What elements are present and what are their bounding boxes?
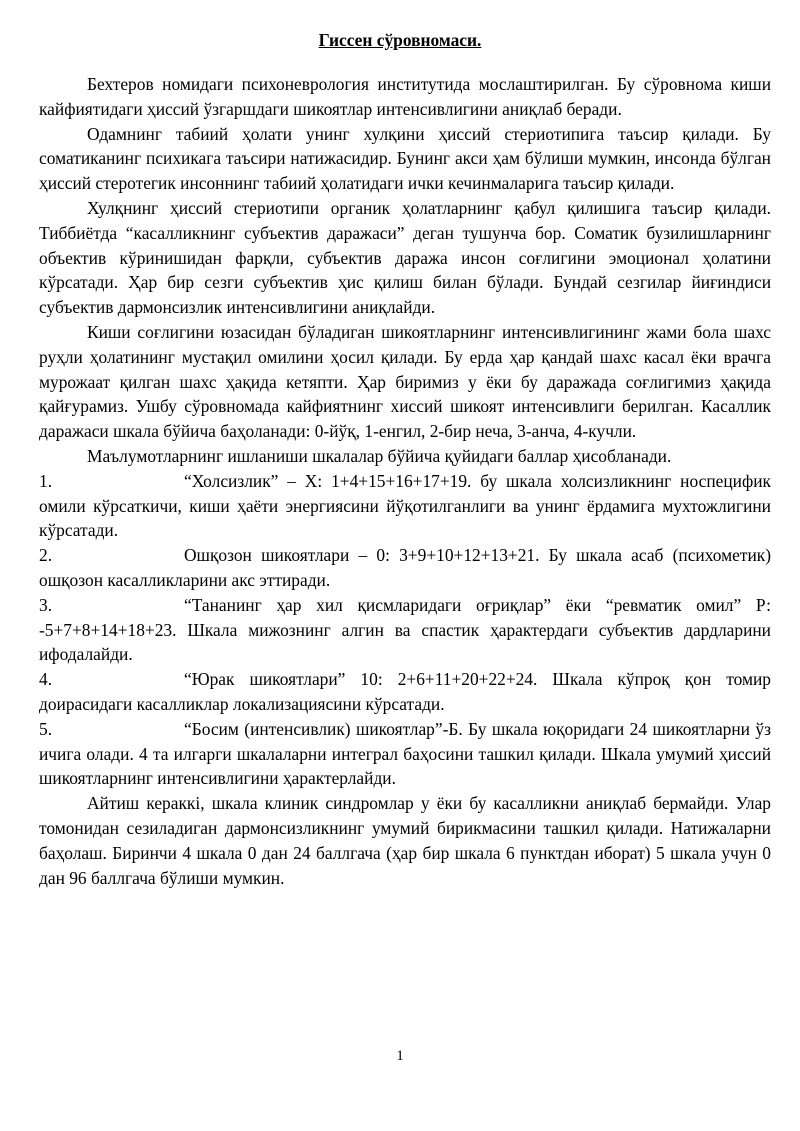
list-item-number: 3. [39,594,53,615]
list-item [39,543,771,593]
closing-paragraph: Айтиш кераккi, шкала клиник синдромлар у ёки бу касалликни аниқлаб бермайди. Улар томонидан сезиладиган дармонсизликнинг умумий бирикмасини ташкил қилади. Натижаларни баҳолаш. Биринчи 4 шкала 0 дан 24 баллгача (ҳар бир шкала 6 пунктдан иборат) 5 шкала учун 0 дан 96 баллгача бўлиши мумкин. [39,793,771,888]
list-item-number: 5. [39,718,53,739]
page-number: 1 [396,1048,404,1064]
paragraph: Одамнинг табиий ҳолати унинг хулқини ҳиссий стериотипига таъсир қилади. Бу соматиканинг психикага таъсири натижасидир. Бунинг акси ҳам бўлиши мумкин, инсонда бўлган ҳиссий стеротегик инсоннинг табиий ҳолатидаги ички кечинмаларига таъсир қилади. [39,123,771,194]
list-item [39,667,771,717]
list-item [39,593,771,667]
paragraph: Киши соғлигини юзасидан бўладиган шикоятларнинг интенсивлигининг жами бола шахс руҳли ҳолатининг мустақил омилини ҳосил қилади. Бу ерда ҳар қандай шахс касал ёки врачга мурожаат қилган шахс ҳақида кетяпти. Ҳар биримиз у ёки бу даражада соғлигимиз ҳақида қайғурамиз. Ушбу сўровномада кайфиятнинг хиссий шикоят интенсивлиги берилган. Касаллик даражаси шкала бўйича баҳоланади: 0-йўқ, 1-енгил, 2-бир неча, 3-анча, 4-кучли. [39,321,771,442]
list-item-text: “Холсизлик” – Х: 1+4+15+16+17+19. бу шкала холсизликнинг носпецифик омили кўрсаткичи, киши ҳаёти энергиясини йўқотилганлиги ва унинг ёрдамига мухтожлигини кўрсатади. [39,470,771,541]
list-item-text: “Тананинг ҳар хил қисмларидаги оғриқлар” ёки “ревматик омил” Р: -5+7+8+14+18+23. Шкала мижознинг алгин ва спастик ҳарактердаги субъектив дардларини ифодалайди. [39,594,771,665]
list-item-number: 1. [39,470,53,491]
paragraph: Хулқнинг ҳиссий стериотипи органик ҳолатларнинг қабул қилишига таъсир қилади. Тиббиётда “касалликнинг субъектив даражаси” деган тушунча бор. Соматик бузилишларнинг объектив кўринишидан фарқли, субъектив даража инсон соғлигини эмоционал ҳолатини кўрсатади. Ҳар бир сезги субъектив ҳис қилиш билан бўлади. Бундай сезгилар йиғиндиси субъектив дармонсизлик интенсивлигини аниқлайди. [39,197,771,318]
list-item-text: “Босим (интенсивлик) шикоятлар”-Б. Бу шкала юқоридаги 24 шикоятларни ўз ичига олади. 4 та илгарги шкалаларни интеграл баҳосини ташкил қилади. Шкала умумий ҳиссий шикоятларнинг интенсивлигини ҳарактерлайди. [39,718,771,789]
list-item-number: 2. [39,545,53,566]
document-title: Гиссен сўровномаси. [318,30,482,50]
document-body [39,72,771,890]
list-item [39,469,771,543]
list-item-number: 4. [39,669,53,690]
list-item [39,717,771,791]
paragraph: Бехтеров номидаги психоневрология институтида мослаштирилган. Бу сўровнома киши кайфиятидаги ҳиссий ўзгаршдаги шикоятлар интенсивлигини аниқлаб беради. [39,74,771,119]
list-item-text: “Юрак шикоятлари” 10: 2+6+11+20+22+24. Шкала кўпроқ қон томир доирасидаги касалликлар локализациясини кўрсатади. [39,669,771,714]
paragraph: Маълумотларнинг ишланиши шкалалар бўйича қуйидаги баллар ҳисобланади. [87,445,672,466]
list-item-text: Ошқозон шикоятлари – 0: 3+9+10+12+13+21. Бу шкала асаб (психометик) ошқозон касалликларини акс эттиради. [39,545,771,590]
